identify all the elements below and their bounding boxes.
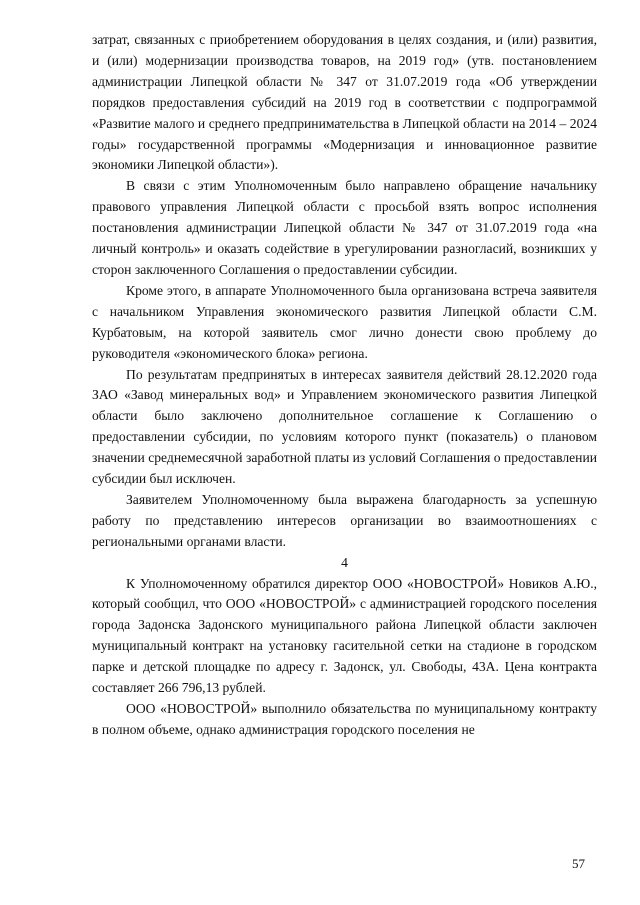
paragraph-4: По результатам предпринятых в интересах заявителя действий 28.12.2020 года ЗАО «Завод минеральных вод» и Управлением экономического развития Липецкой области было заключено дополнительное соглашение к Соглашению о предоставлении субсидии, по условиям которого пункт (показатель) о плановом значении среднемесячной заработной платы из условий Соглашения о предоставлении субсидии был исключен.	[92, 366, 597, 487]
paragraph-1: затрат, связанных с приобретением оборудования в целях создания, и (или) развития, и (или) модернизации производства товаров, на 2019 год» (утв. постановлением администрации Липецкой области № 347 от 31.07.2019 года «Об утверждении порядков предоставления субсидий на 2019 год в соответствии с подпрограммой «Развитие малого и среднего предпринимательства в Липецкой области на 2014 – 2024 годы» государственной программы «Модернизация и инновационное развитие экономики Липецкой области»).	[92, 32, 597, 173]
section-number: 4	[341, 554, 348, 570]
paragraph-7: ООО «НОВОСТРОЙ» выполнило обязательства по муниципальному контракту в полном объеме, однако администрация городского поселения не	[92, 701, 597, 737]
paragraph-2: В связи с этим Уполномоченным было направлено обращение начальнику правового управления Липецкой области с просьбой взять вопрос исполнения постановления администрации Липецкой области № 347 от 31.07.2019 года «на личный контроль» и оказать содействие в урегулировании разногласий, возникших у сторон заключенного Соглашения о предоставлении субсидии.	[92, 178, 597, 277]
paragraph-5: Заявителем Уполномоченному была выражена благодарность за успешную работу по представлению интересов организации во взаимоотношениях с региональными органами власти.	[92, 491, 597, 549]
paragraph-6: К Уполномоченному обратился директор ООО «НОВОСТРОЙ» Новиков А.Ю., который сообщил, что ООО «НОВОСТРОЙ» с администрацией городского поселения города Задонска Задонского муниципального района Липецкой области заключен муниципальный контракт на установку гасительной сетки на стадионе в городском парке и детской площадке по адресу г. Задонск, ул. Свободы, 43А. Цена контракта составляет 266 796,13 рублей.	[92, 575, 597, 696]
paragraph-3: Кроме этого, в аппарате Уполномоченного была организована встреча заявителя с начальником Управления экономического развития Липецкой области С.М. Курбатовым, на которой заявитель смог лично донести свою проблему до руководителя «экономического блока» региона.	[92, 282, 597, 361]
page-number: 57	[572, 856, 585, 871]
document-page	[92, 30, 597, 741]
